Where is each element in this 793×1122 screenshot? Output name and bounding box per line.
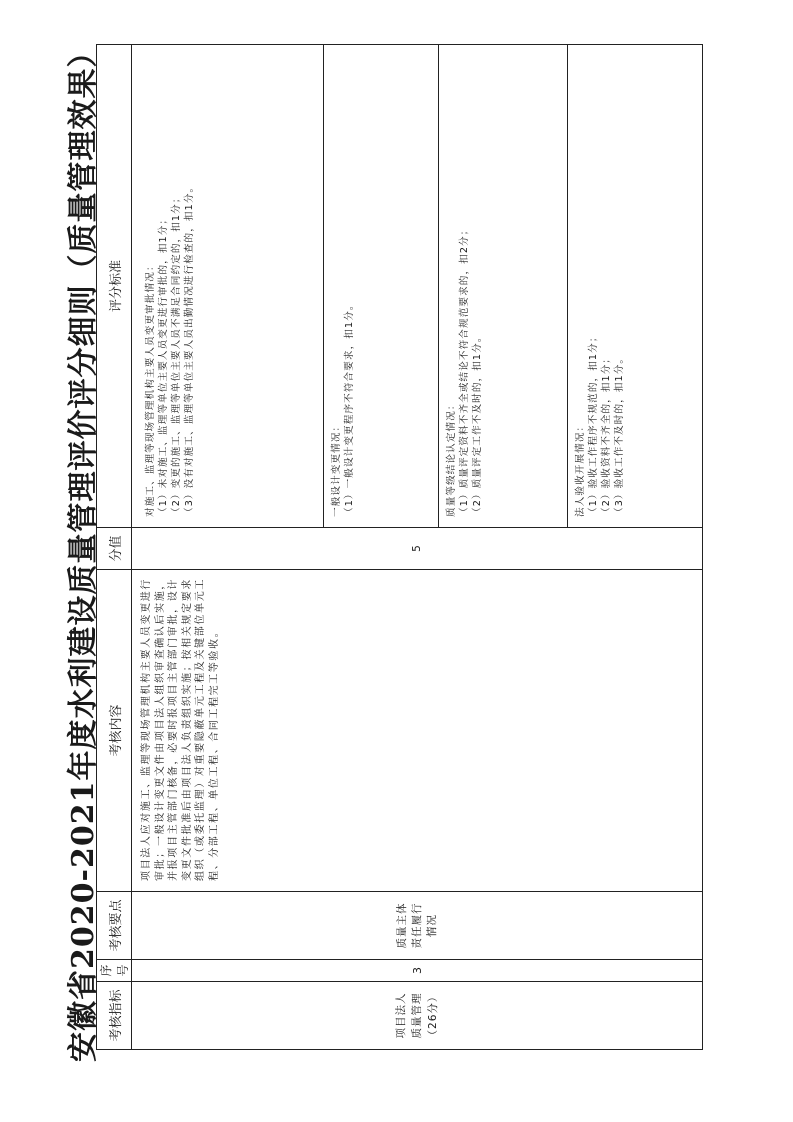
seq-cell: 3 xyxy=(132,960,703,982)
point-text: 质量主体责任履行情况 xyxy=(395,902,438,949)
header-score: 分值 xyxy=(97,528,132,570)
table-header-row xyxy=(97,45,132,1050)
header-standard: 评分标准 xyxy=(97,45,132,528)
header-indicator: 考核指标 xyxy=(97,982,132,1050)
standard-item: （2）质量评定工作不及时的，扣1分。 xyxy=(471,331,483,517)
standard-item: （1）未对施工、监理等单位主要人员变更进行审批的，扣1分； xyxy=(158,213,169,517)
standard-heading: 质量等级结论认定情况： xyxy=(445,399,457,517)
score-cell: 5 xyxy=(132,528,703,570)
point-cell xyxy=(132,892,703,960)
standard-item: （3）验收工作不及时的，扣1分。 xyxy=(613,352,625,517)
standard-cell xyxy=(132,45,703,528)
page-title: 安徽省2020-2021年度水利建设质量管理评价评分细则（质量管理效果） xyxy=(66,36,101,1062)
standard-item: （3）没有对施工、监理等单位主要人员出勤情况进行检查的，扣1分。 xyxy=(184,181,195,517)
content-cell xyxy=(132,570,703,892)
indicator-cell xyxy=(132,982,703,1050)
standard-block xyxy=(567,45,702,527)
content-text: 项目法人应对施工、监理等现场管理机构主要人员变更进行审批；一般设计变更文件由项目法人组织审查确认后实施，并报项目主管部门核备，必要时报项目主管部门审批，设计变更文件批准后由项目法人负责组织实施；按相关规定要求组织（或委托监理）对重要隐蔽单元工程及关键部位单元工程、分部工程、单位工程、合同工程完工等验收。 xyxy=(141,578,220,881)
header-seq: 序号 xyxy=(97,960,132,982)
standard-heading: 一般设计变更情况： xyxy=(331,420,343,517)
standard-item: （2）验收资料不齐全的，扣1分； xyxy=(600,352,612,517)
standard-list xyxy=(132,45,702,527)
standard-block xyxy=(438,45,567,527)
standard-item: （1）质量评定资料不齐全或结论不符合规范要求的，扣2分； xyxy=(458,224,470,517)
standard-heading: 对施工、监理等现场管理机构主要人员变更审批情况： xyxy=(145,260,156,517)
header-point: 考核要点 xyxy=(97,892,132,960)
standard-item: （2）变更的施工、监理等单位主要人员不满足合同约定的，扣1分； xyxy=(171,192,182,517)
standard-heading: 法人验收开展情况： xyxy=(574,420,586,517)
standard-block xyxy=(323,45,437,527)
standard-item: （1）验收工作程序不规范的，扣1分； xyxy=(587,331,599,517)
table-row xyxy=(132,45,703,1050)
standard-block xyxy=(132,45,323,527)
indicator-text: 项目法人质量管理（26分） xyxy=(395,990,439,1041)
header-content: 考核内容 xyxy=(97,570,132,892)
standard-item: （1）一般设计变更程序不符合要求，扣1分。 xyxy=(344,299,356,517)
scoring-table xyxy=(96,44,703,1050)
